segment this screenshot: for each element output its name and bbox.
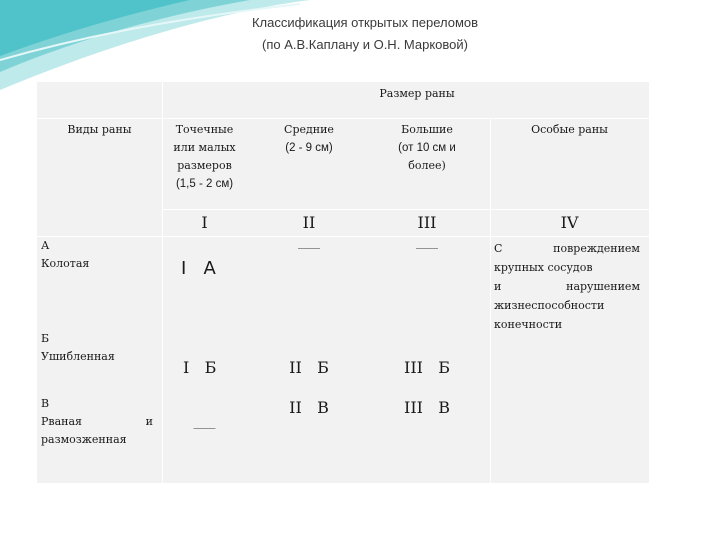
category-numeral-1: I [201, 213, 208, 232]
special-wounds-description: С повреждением крупных сосудов и нарушением жизнеспособности конечности [494, 242, 640, 331]
title-line-2: (по А.В.Каплану и О.Н. Марковой) [261, 37, 468, 52]
cell-stab-large: ____ [416, 236, 438, 249]
grid-line [490, 118, 491, 483]
cell-lacerated-large: III В [404, 398, 450, 417]
cell-contused-medium: II Б [289, 358, 329, 377]
size-header: Размер раны [379, 87, 455, 100]
column-header-medium: Средние (2 - 9 см) [284, 123, 334, 154]
grid-line [37, 118, 649, 119]
row-label-contused: Б Ушибленная [41, 332, 115, 363]
category-numeral-2: II [302, 213, 316, 232]
cell-stab-small: I А [181, 258, 216, 279]
grid-line [162, 209, 649, 210]
row-label-lacerated: В Рваная и размозженная [41, 397, 153, 446]
column-header-special: Особые раны [531, 123, 608, 136]
category-numeral-3: III [417, 213, 437, 232]
types-header: Виды раны [67, 123, 132, 136]
column-header-small: Точечные или малых размеров (1,5 - 2 см) [173, 123, 236, 190]
category-numeral-4: IV [560, 213, 579, 232]
title-line-1: Классификация открытых переломов [251, 15, 479, 30]
cell-contused-small: I Б [183, 358, 217, 377]
column-header-large: Большие (от 10 см и более) [398, 123, 456, 172]
row-label-stab: А Колотая [41, 239, 90, 270]
page-title [150, 12, 580, 56]
cell-stab-medium: ____ [298, 236, 320, 249]
cell-lacerated-small: ____ [193, 416, 216, 429]
cell-contused-large: III Б [404, 358, 450, 377]
classification-table [37, 82, 649, 483]
cell-lacerated-medium: II В [289, 398, 329, 417]
